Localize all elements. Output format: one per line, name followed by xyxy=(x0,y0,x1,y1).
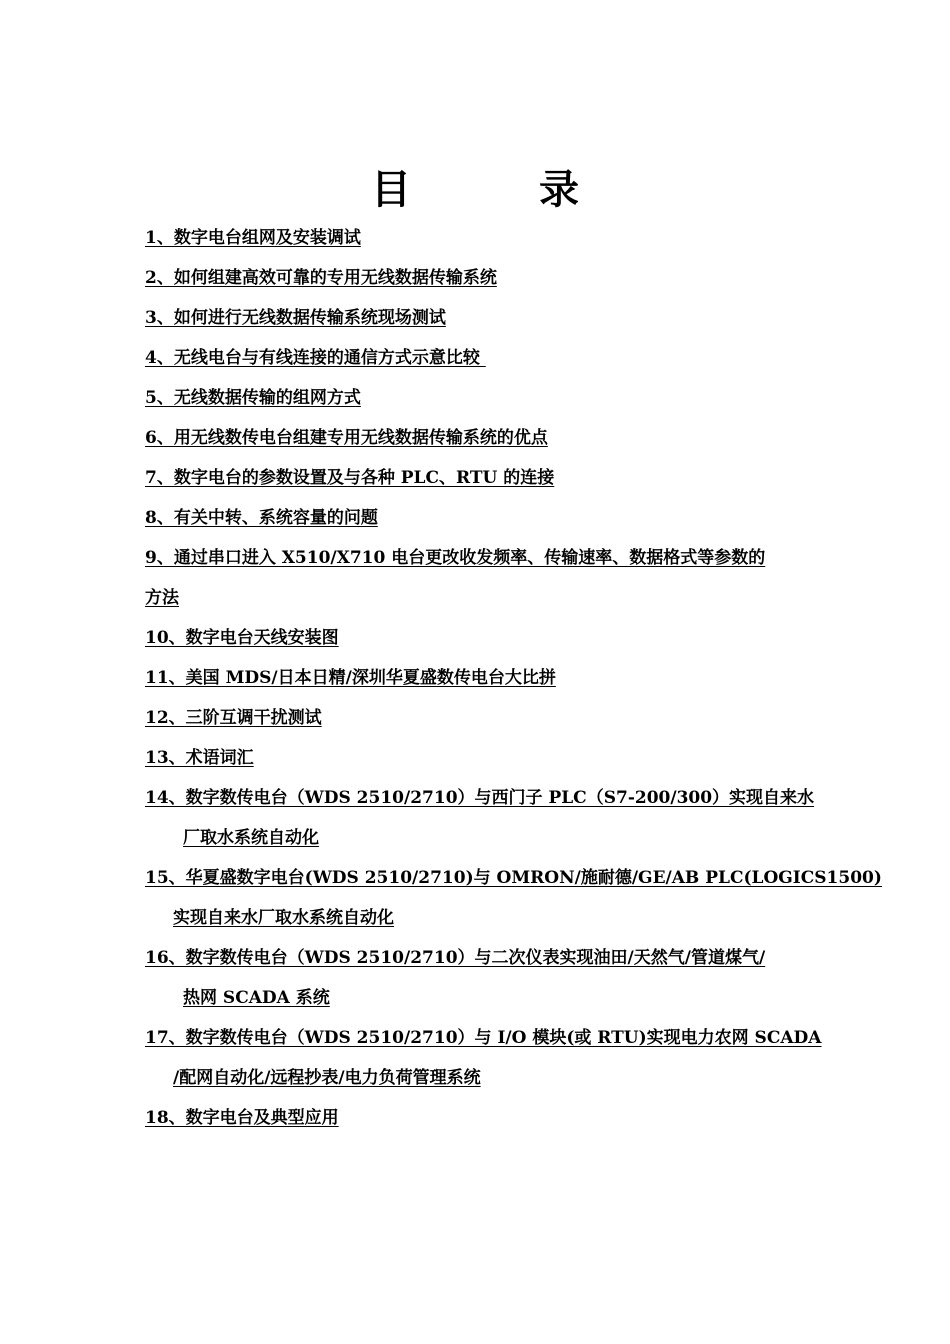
toc-item-14-label-line2[interactable]: 厂取水系统自动化 xyxy=(183,828,319,848)
toc-item-14-continuation[interactable] xyxy=(145,818,810,858)
toc-item-10[interactable] xyxy=(145,618,810,658)
table-of-contents xyxy=(145,218,882,1138)
toc-item-9[interactable] xyxy=(145,538,810,578)
toc-item-6[interactable] xyxy=(145,418,810,458)
page-title: 目 录 xyxy=(371,166,623,213)
toc-item-18-label[interactable]: 18、数字电台及典型应用 xyxy=(145,1108,339,1128)
toc-item-3[interactable] xyxy=(145,298,810,338)
toc-item-7-label[interactable]: 7、数字电台的参数设置及与各种 PLC、RTU 的连接 xyxy=(145,468,555,488)
toc-item-7[interactable] xyxy=(145,458,810,498)
toc-item-16[interactable] xyxy=(145,938,810,978)
toc-item-12-label[interactable]: 12、三阶互调干扰测试 xyxy=(145,708,322,728)
toc-item-13-label[interactable]: 13、术语词汇 xyxy=(145,748,254,768)
toc-item-11-label[interactable]: 11、美国 MDS/日本日精/深圳华夏盛数传电台大比拼 xyxy=(145,668,556,688)
toc-item-4[interactable] xyxy=(145,338,810,378)
toc-item-2[interactable] xyxy=(145,258,810,298)
toc-item-11[interactable] xyxy=(145,658,810,698)
toc-item-5-label[interactable]: 5、无线数据传输的组网方式 xyxy=(145,388,361,408)
toc-item-15-continuation[interactable] xyxy=(145,898,810,938)
toc-item-16-label[interactable]: 16、数字数传电台（WDS 2510/2710）与二次仪表实现油田/天然气/管道煤气/ xyxy=(145,948,766,968)
toc-item-18[interactable] xyxy=(145,1098,810,1138)
toc-item-8[interactable] xyxy=(145,498,810,538)
toc-item-13[interactable] xyxy=(145,738,810,778)
toc-item-16-label-line2[interactable]: 热网 SCADA 系统 xyxy=(183,988,330,1008)
toc-item-17-label-line2[interactable]: /配网自动化/远程抄表/电力负荷管理系统 xyxy=(173,1068,481,1088)
toc-item-9-label-line2[interactable]: 方法 xyxy=(145,588,179,608)
toc-item-9-label[interactable]: 9、通过串口进入 X510/X710 电台更改收发频率、传输速率、数据格式等参数的 xyxy=(145,548,766,568)
toc-item-5[interactable] xyxy=(145,378,810,418)
toc-item-15[interactable] xyxy=(145,858,882,898)
toc-item-8-label[interactable]: 8、有关中转、系统容量的问题 xyxy=(145,508,378,528)
toc-item-14[interactable] xyxy=(145,778,815,818)
toc-item-15-label-line2[interactable]: 实现自来水厂取水系统自动化 xyxy=(173,908,394,928)
toc-item-12[interactable] xyxy=(145,698,810,738)
toc-item-15-label[interactable]: 15、华夏盛数字电台(WDS 2510/2710)与 OMRON/施耐德/GE/AB PLC(LOGICS1500) xyxy=(145,868,882,888)
toc-item-6-label[interactable]: 6、用无线数传电台组建专用无线数据传输系统的优点 xyxy=(145,428,548,448)
toc-item-17[interactable] xyxy=(145,1018,822,1058)
toc-item-16-continuation[interactable] xyxy=(145,978,810,1018)
toc-item-2-label[interactable]: 2、如何组建高效可靠的专用无线数据传输系统 xyxy=(145,268,497,288)
toc-item-17-continuation[interactable] xyxy=(145,1058,810,1098)
toc-item-4-label[interactable]: 4、无线电台与有线连接的通信方式示意比较 xyxy=(145,348,486,368)
toc-item-14-label[interactable]: 14、数字数传电台（WDS 2510/2710）与西门子 PLC（S7-200/300）实现自来水 xyxy=(145,788,815,808)
toc-item-1-label[interactable]: 1、数字电台组网及安装调试 xyxy=(145,228,361,248)
toc-item-10-label[interactable]: 10、数字电台天线安装图 xyxy=(145,628,339,648)
toc-item-17-label[interactable]: 17、数字数传电台（WDS 2510/2710）与 I/O 模块(或 RTU)实现电力农网 SCADA xyxy=(145,1028,822,1048)
toc-item-3-label[interactable]: 3、如何进行无线数据传输系统现场测试 xyxy=(145,308,446,328)
toc-item-1[interactable] xyxy=(145,218,810,258)
toc-item-9-continuation[interactable] xyxy=(145,578,810,618)
